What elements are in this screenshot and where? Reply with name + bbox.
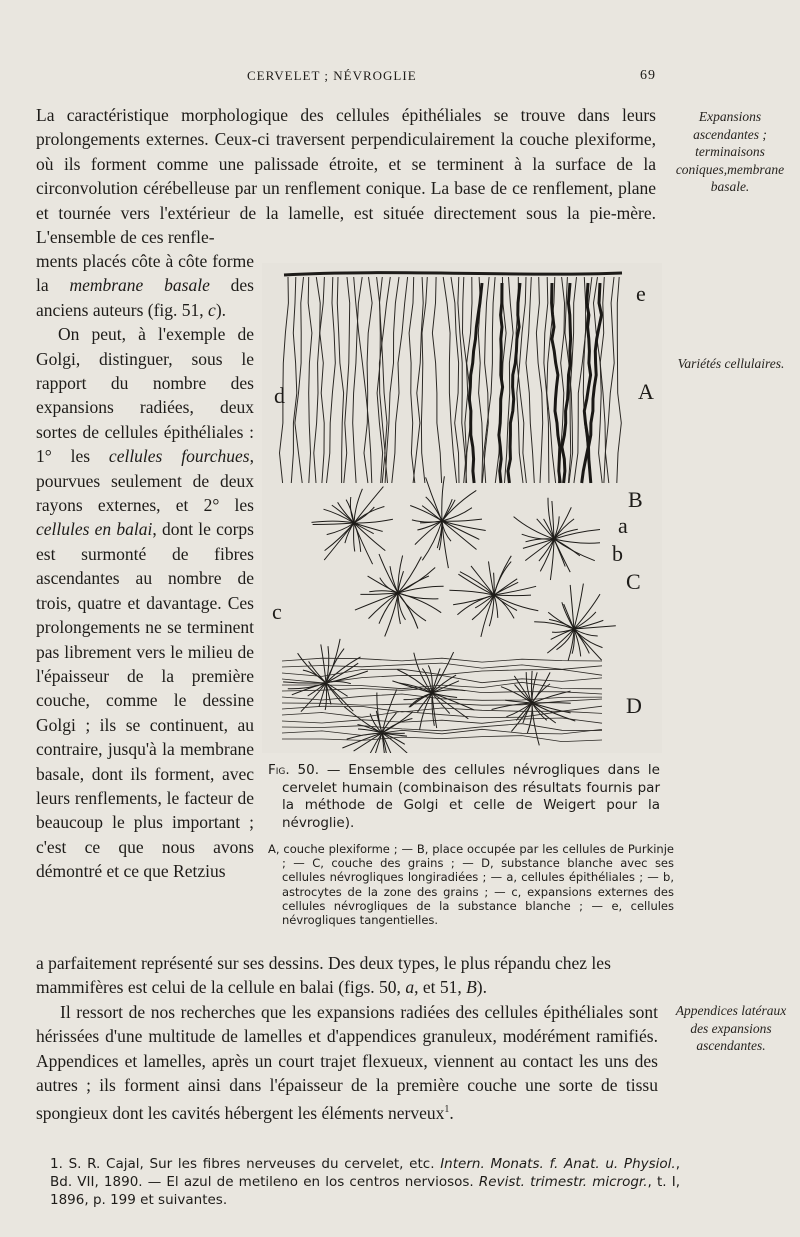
figure-ref-b: B <box>466 977 477 998</box>
paragraph-1: La caractéristique morphologique des cellules épithéliales se trouve dans leurs prolongements externes. Ceux-ci traversent perpendiculairement la couche plexiforme, où ils forment comme une palissade étroite, et se terminent à la surface de la circonvolution cérébelleuse par un renflement conique. La base de ce renflement, plane et tournée vers l'extérieur de la lamelle, est située directement sous la pie-mère. L'ensemble de ces renfle- <box>36 105 656 248</box>
astrocyte-process <box>494 595 531 596</box>
paragraph-1-continuation <box>36 249 254 322</box>
text-run: . <box>449 1102 454 1123</box>
paragraph-3 <box>36 1000 658 1125</box>
figure-label-d: d <box>274 383 285 408</box>
figure-label-a: a <box>618 513 628 538</box>
caption-title <box>268 762 660 832</box>
margin-note-expansions: Expansions ascendantes ; terminaisons coniques,membrane basale. <box>675 109 785 194</box>
text-run: 1. S. R. Cajal, Sur les fibres nerveuses du cervelet, etc. <box>50 1156 441 1172</box>
page-number: 69 <box>640 68 656 83</box>
text-run: a parfaitement représenté sur ses dessins. Des deux types, le plus répandu chez les mammifères est celui de la cellule en balai (figs. 50, <box>36 953 611 998</box>
wrapped-text-column <box>36 249 254 884</box>
footnote <box>36 1155 680 1209</box>
text-run: On peut, à l'exemple de Golgi, distinguer, sous le rapport du nombre des expansions radiées, deux sortes de cellules épithéliales : 1° les <box>36 324 254 467</box>
figure-label-e: e <box>636 281 646 306</box>
term-membrane-basale: membrane basale <box>69 275 210 296</box>
figure-caption <box>268 762 660 832</box>
caption-text: — Ensemble des cellules névrogliques dans le cervelet humain (combinaison des résultats fournis par la méthode de Golgi et celle de Weigert pour la névroglie). <box>282 762 660 831</box>
figure-label-c: c <box>272 599 282 624</box>
running-head <box>0 68 800 88</box>
text-run: ments placés côte à côte forme la <box>36 251 254 296</box>
text-run: , dont le corps est surmonté de fibres ascendantes au nombre de trois, quatre et davantage. Ces prolongements ne se terminent pas librement vers le milieu de l'épaisseur de la première couche, comme le dessine Golgi ; ils se continuent, au contraire, jusqu'à la membrane basale, dont ils forment, avec leurs renflements, le facteur de beaucoup le plus important ; c'est ce que nous avons démontré et ce que Retzius <box>36 519 254 882</box>
text-run: ). <box>476 977 487 998</box>
text-run: ). <box>215 299 227 320</box>
footnote-marker[interactable]: 1 <box>444 1103 450 1115</box>
figure-label-C: C <box>626 569 641 594</box>
caption-label: Fig. 50. <box>268 762 320 778</box>
margin-note-appendices: Appendices latéraux des expansions ascendantes. <box>675 1003 787 1053</box>
figure-label-D: D <box>626 693 642 718</box>
paragraph-2-continuation <box>36 951 656 1000</box>
journal-title: Intern. Monats. f. Anat. u. Physiol. <box>440 1156 676 1172</box>
caption-legend: A, couche plexiforme ; — B, place occupée par les cellules de Purkinje ; — C, couche des grains ; — D, substance blanche avec ses cellules névrogliques longiradiées ; — a, cellules épithéliales ; — b, astrocytes de la zone des grains ; — c, expansions externes des cellules névrogliques de la substance blanche ; — e, cellules névrogliques tangentielles. <box>268 842 674 928</box>
text-run: , Bd. VII, 1890. — El azul de metileno en los centros nerviosos. <box>50 1156 680 1190</box>
margin-note-varietes: Variétés cellulaires. <box>677 356 785 371</box>
figure-label-B: B <box>628 487 643 512</box>
figure-ref-c: c <box>208 299 216 320</box>
text-run: , pourvues seulement de deux rayons externes, et 2° les <box>36 446 254 516</box>
figure-ref-a: a <box>405 977 415 998</box>
text-run: des anciens auteurs (fig. 51, <box>36 275 254 320</box>
figure-50-illustration <box>262 263 662 753</box>
figure-label-b: b <box>612 541 623 566</box>
membrane-basale-line <box>284 273 622 275</box>
text-run: , t. I, 1896, p. 199 et suivantes. <box>50 1174 680 1208</box>
running-head-title: CERVELET ; NÉVROGLIE <box>247 68 417 83</box>
journal-title: Revist. trimestr. microgr. <box>478 1174 648 1190</box>
text-run: , et 51, <box>414 977 467 998</box>
figure-label-A: A <box>638 379 654 404</box>
term-cellules-fourchues: cellules fourchues <box>108 446 250 467</box>
neuroglia-drawing <box>262 263 662 753</box>
term-cellules-en-balai: cellules en balai <box>36 519 153 540</box>
paragraph-2 <box>36 322 254 883</box>
astrocyte-process <box>494 573 495 595</box>
text-run: Il ressort de nos recherches que les expansions radiées des cellules épithéliales sont hérissées d'une multitude de lamelles et d'appendices granuleux, modérément ramifiés. Appendices et lamelles, après un court trajet flexueux, viennent au contact les uns des autres ; ils forment ainsi dans l'épaisseur de la première couche une sorte de tissu spongieux dont les cavités hébergent les éléments nerveux <box>36 1002 658 1123</box>
